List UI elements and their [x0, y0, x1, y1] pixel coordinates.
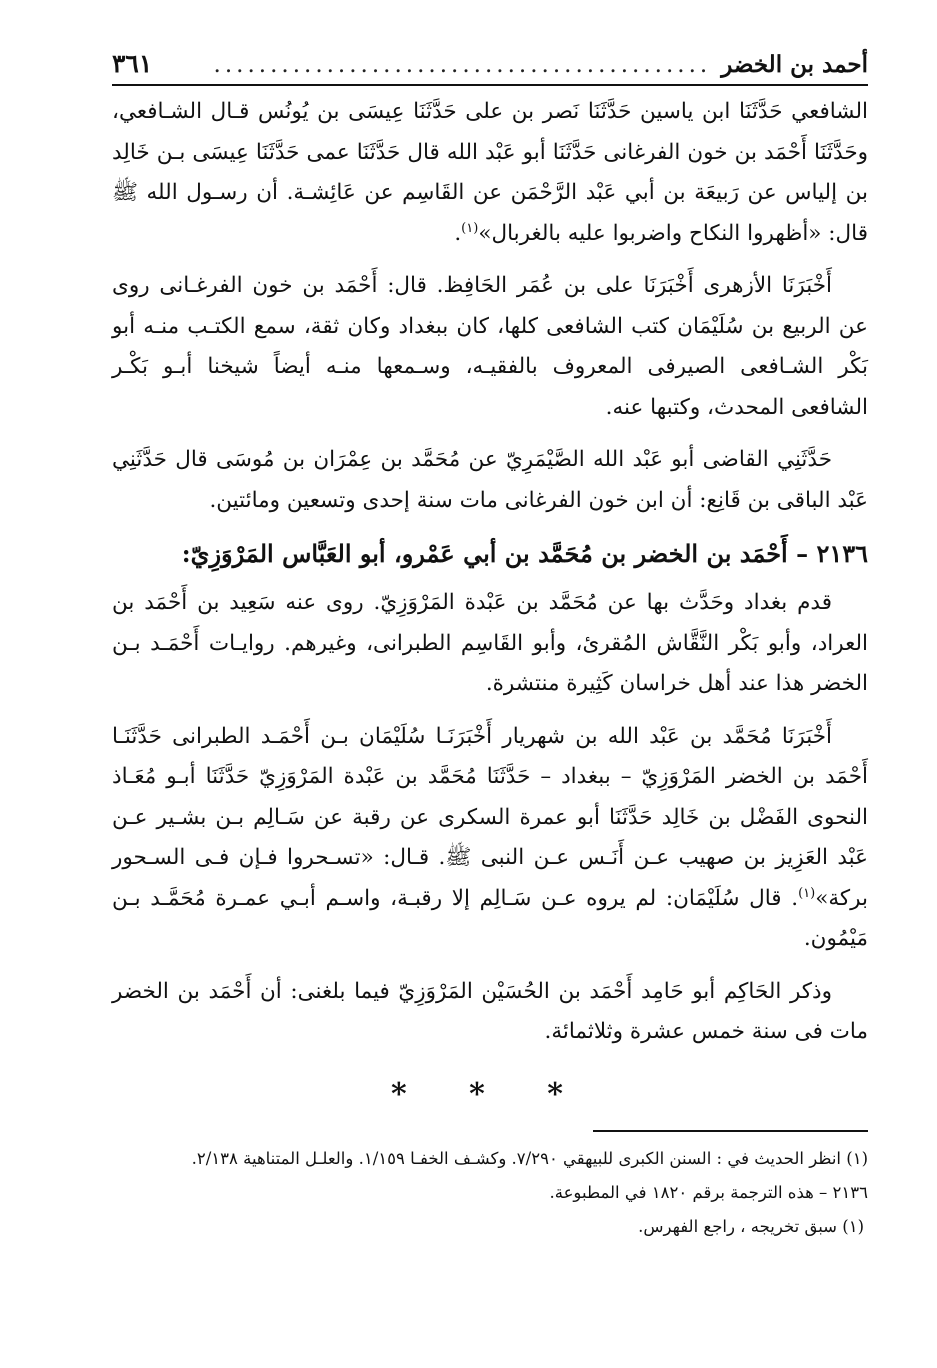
entry-paragraph-1: قدم بغداد وحَدَّث بها عن مُحَمَّد بن عَبْدة المَرْوَزِيّ. روى عنه سَعِيد بن أَحْمَد بن العراد، وأبو بَكْر النَّقَّاش المُقرئ، وأبو القَاسِم الطبرانى، وغيرهم. روايـات أَحْمَـد بـن الخضر هذا عند أهل خراسان كَثِيرة منتشرة.: [112, 590, 868, 696]
section-separator: * * *: [391, 1076, 589, 1112]
running-title: أحمد بن الخضر: [721, 51, 868, 78]
footnote-divider: [593, 1130, 868, 1132]
page-number: ٣٦١: [112, 49, 153, 78]
entry-paragraph-2-cont: قال سُلَيْمَان: لم يروه عـن سَـالِم إلا رقبـة، واسـم أبـي عمـرة مُحَمَّـد بـن مَيْمُون.: [112, 885, 868, 951]
footnote-ref-2[interactable]: (١): [798, 885, 816, 901]
entry-paragraph-3: وذكر الحَاكِم أبو حَامِد أَحْمَد بن الحُسَيْن المَرْوَزِيّ فيما بلغنى: أن أَحْمَد بن الخضر مات فى سنة خمس عشرة وثلاثمائة.: [112, 978, 868, 1044]
paragraph-2: أَخْبَرَنَا الأزهرى أَخْبَرَنَا على بن عُمَر الحَافِظ. قال: أَحْمَد بن خون الفرغـانى روى عن الربيع بن سُلَيْمَان كتب الشافعى كلها، كان ببغداد وكان ثقة، سمع الكتـب منـه أبو بَكْر الشـافعى الصيرفى المعروف بالفقيـه، وسـمعها منـه أيضاً شيخنا أبـو بَكْـر الشافعى المحدث، وكتبها عنه.: [112, 273, 868, 420]
footnote-3: (١) سبق تخريجه ، راجع الفهرس.: [638, 1216, 864, 1236]
footnote-ref-1[interactable]: (١): [461, 220, 479, 236]
footnote-2: ٢١٣٦ – هذه الترجمة برقم ١٨٢٠ في المطبوعة.: [549, 1182, 868, 1202]
leader-dots: ............................................: [213, 52, 712, 78]
entry-paragraph-2-text: أَخْبَرَنَا مُحَمَّد بن عَبْد الله بن شهريار أَخْبَرَنَـا سُلَيْمَان بـن أَحْمَـد الطبرانى حَدَّثَنَـا أَحْمَد بن الخضر المَرْوَزِيّ – ببغداد – حَدَّثَنَا مُحَمَّد بن عَبْدة المَرْوَزِيّ حَدَّثَنَا أبـو مُعَـاذ النحوى الفَضْل بن خَالِد حَدَّثَنَا أبو عمرة السكرى عن رقبة عن سَـالِم بـن بشـير عـن عَبْد العَزِيز بن صهيب عـن أَنَـس عـن النبى ﷺ. قـال: «تسـحروا فـإن فـى السـحور بركة»: [112, 723, 868, 911]
footnote-1: (١) انظر الحديث في : السنن الكبرى للبيهقي ٧/٢٩٠. وكشـف الخفـا ١/١٥٩. والعلـل المتناهية ٢/١٣٨.: [191, 1148, 868, 1168]
running-header: [112, 44, 868, 86]
paragraph-1-text: الشافعي حَدَّثَنَا ابن ياسين حَدَّثَنَا نَصر بن على حَدَّثَنَا عِيسَى بن يُونُس قـال الشـافعي، وحَدَّثَنَا أَحْمَد بن خون الفرغانى حَدَّثَنَا أبو عَبْد الله قال حَدَّثَنَا عمى حَدَّثَنَا عِيسَى بـن خَالِد بن إلياس عن رَبيعَة بن أبي عَبْد الرَّحْمَن عن القَاسِم عن عَائِشـة. أن رسـول الله ﷺ قال: «أظهروا النكاح واضربوا عليه بالغربال»: [112, 99, 868, 246]
paragraph-3: حَدَّثَنِي القاضى أبو عَبْد الله الصَّيْمَرِيّ عن مُحَمَّد بن عِمْرَان بن مُوسَى قال حَدَّثَنِي عَبْد الباقى بن قَانِع: أن ابن خون الفرغانى مات سنة إحدى وتسعين ومائتين.: [112, 447, 868, 513]
paragraph-1: الشافعي حَدَّثَنَا ابن ياسين حَدَّثَنَا نَصر بن على حَدَّثَنَا عِيسَى بن يُونُس قـال الشـافعي، وحَدَّثَنَا أَحْمَد بن خون الفرغانى حَدَّثَنَا أبو عَبْد الله قال حَدَّثَنَا عمى حَدَّثَنَا عِيسَى بـن خَالِد بن إلياس عن رَبيعَة بن أبي عَبْد الرَّحْمَن عن القَاسِم عن عَائِشـة. أن رسـول الله ﷺ قال: «أظهروا النكاح واضربوا عليه بالغربال»$^{(١)}$.: [112, 99, 868, 246]
document-page: [112, 44, 868, 1344]
entry-heading: ٢١٣٦ – أَحْمَد بن الخضر بن مُحَمَّد بن أبي عَمْرو، أبو العَبَّاس المَرْوَزِيّ:: [181, 539, 868, 568]
entry-paragraph-2: أَخْبَرَنَا مُحَمَّد بن عَبْد الله بن شهريار أَخْبَرَنَـا سُلَيْمَان بـن أَحْمَـد الطبرانى حَدَّثَنَـا أَحْمَد بن الخضر المَرْوَزِيّ – ببغداد – حَدَّثَنَا مُحَمَّد بن عَبْدة المَرْوَزِيّ حَدَّثَنَا أبـو مُعَـاذ النحوى الفَضْل بن خَالِد حَدَّثَنَا أبو عمرة السكرى عن رقبة عن سَـالِم بـن بشـير عـن عَبْد العَزِيز بن صهيب عـن أَنَـس عـن النبى ﷺ. قـال: «تسـحروا فـإن فـى السـحور بركة»$^{(١)}$. قال سُلَيْمَان: لم يروه عـن سَـالِم إلا رقبـة، واسـم أبـي عمـرة مُحَمَّـد بـن مَيْمُون.: [112, 723, 868, 951]
